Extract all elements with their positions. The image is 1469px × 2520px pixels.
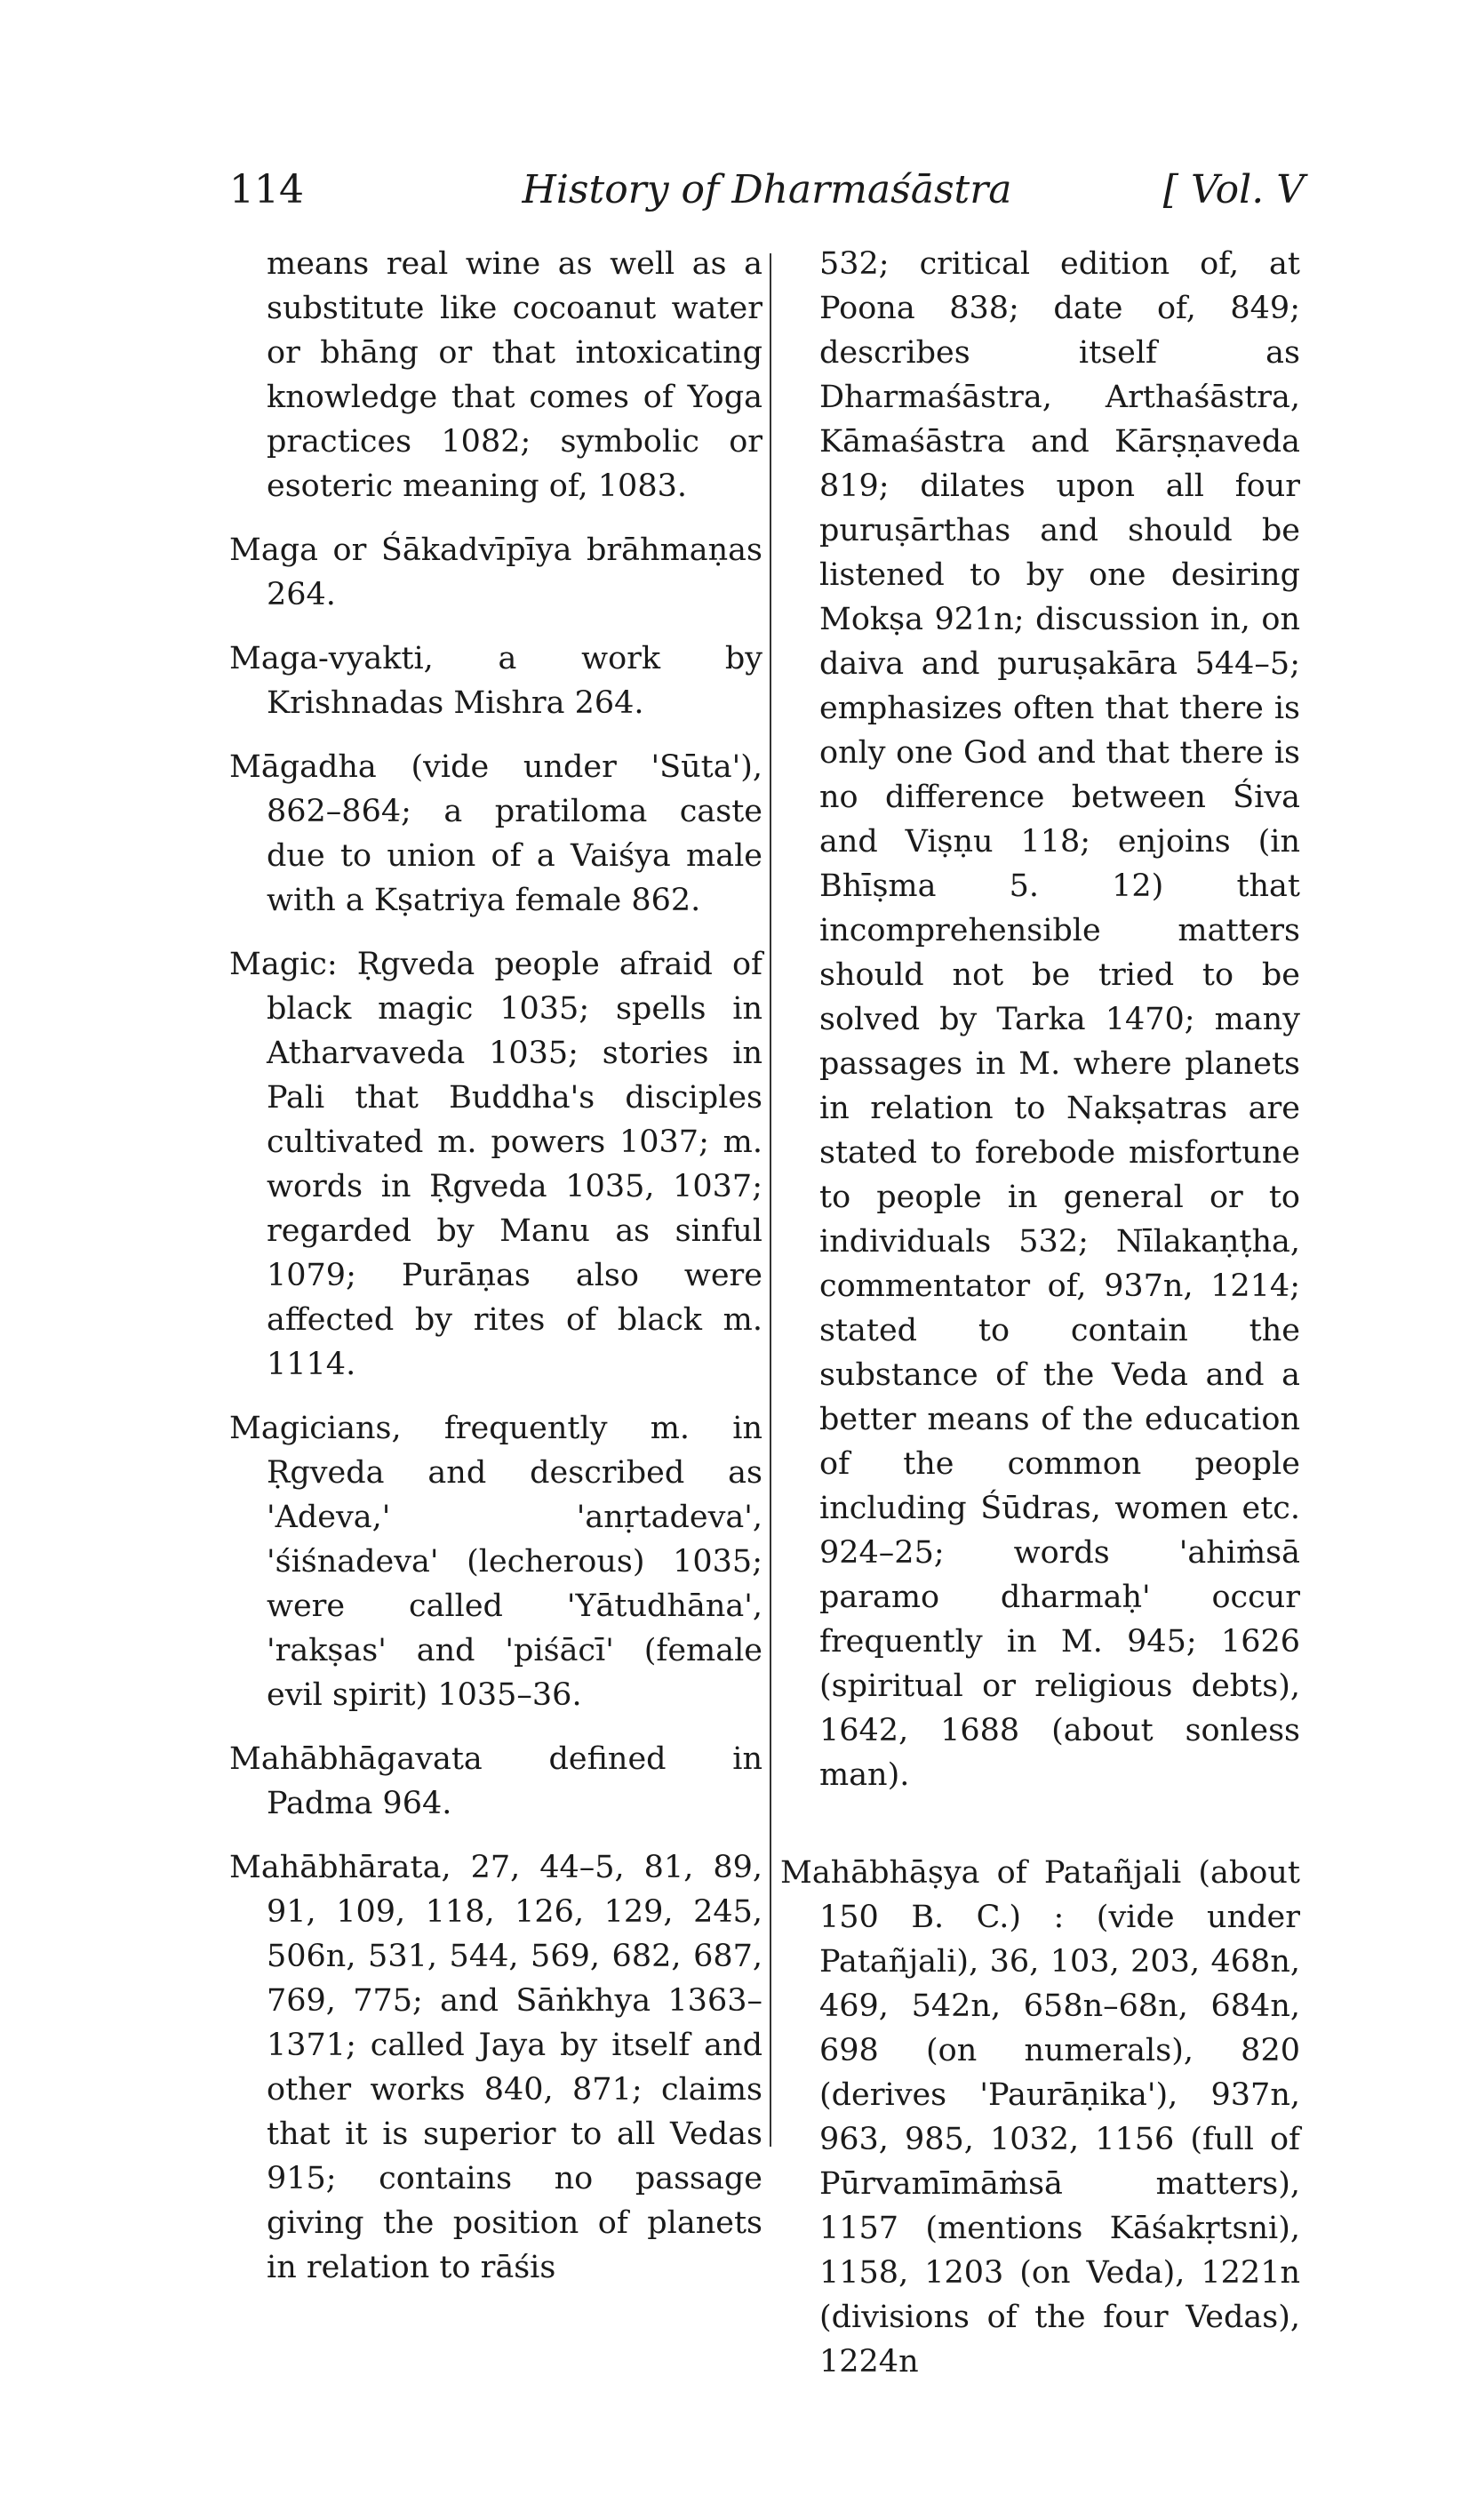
right-column xyxy=(780,242,1300,2404)
index-entry: Mahābhāṣya of Patañjali (about 150 B. C.) : (vide under Patañjali), 36, 103, 203, 468n, 469, 542n, 658n–68n, 684n, 698 (on numerals), 820 (derives 'Paurāṇika'), 937n, 963, 985, 1032, 1156 (full of Pūrvamīmāṁsā matters), 1157 (mentions Kāśakṛtsni), 1158, 1203 (on Veda), 1221n (divisions of the four Vedas), 1224n xyxy=(780,1855,1300,2380)
index-entry: Mahābhārata, 27, 44–5, 81, 89, 91, 109, 118, 126, 129, 245, 506n, 531, 544, 569, 682, 687, 769, 775; and Sāṅkhya 1363–1371; called Jaya by itself and other works 840, 871; claims that it is superior to all Vedas 915; contains no passage giving the position of planets in relation to rāśis xyxy=(229,1850,762,2285)
running-title: History of Dharmaśāstra xyxy=(522,167,1012,212)
page-header xyxy=(229,167,1305,220)
index-entry: Maga or Śākadvīpīya brāhmaṇas 264. xyxy=(229,532,762,612)
index-entry: Mahābhāgavata defined in Padma 964. xyxy=(229,1741,762,1821)
volume-label: [ Vol. V xyxy=(1162,167,1305,212)
page-number: 114 xyxy=(229,167,304,212)
column-divider xyxy=(770,253,771,2147)
index-entry: means real wine as well as a substitute like cocoanut water or bhāng or that intoxicating knowledge that comes of Yoga practices 1082; symbolic or esoteric meaning of, 1083. xyxy=(267,246,762,504)
index-entry: 532; critical edition of, at Poona 838; date of, 849; describes itself as Dharmaśāstra, Arthaśāstra, Kāmaśāstra and Kārṣṇaveda 819; dilates upon all four puruṣārthas and should be listened to by one desiring Mokṣa 921n; discussion in, on daiva and puruṣakāra 544–5; emphasizes often that there is only one God and that there is no difference between Śiva and Viṣṇu 118; enjoins (in Bhīṣma 5. 12) that incomprehensible matters should not be tried to be solved by Tarka 1470; many passages in M. where planets in relation to Nakṣatras are stated to forebode misfortune to people in general or to individuals 532; Nīlakaṇṭha, commentator of, 937n, 1214; stated to contain the substance of the Veda and a better means of the education of the common people including Śūdras, women etc. 924–25; words 'ahiṁsā paramo dharmaḥ' occur frequently in M. 945; 1626 (spiritual or religious debts), 1642, 1688 (about sonless man). xyxy=(819,246,1300,1793)
index-entry: Magic: Ṛgveda people afraid of black magic 1035; spells in Atharvaveda 1035; stories in Pali that Buddha's disciples cultivated m. powers 1037; m. words in Ṛgveda 1035, 1037; regarded by Manu as sinful 1079; Purāṇas also were affected by rites of black m. 1114. xyxy=(229,947,762,1382)
index-entry: Maga-vyakti, a work by Krishnadas Mishra 264. xyxy=(229,641,762,721)
left-column xyxy=(229,242,762,2309)
index-entry: Magicians, frequently m. in Ṛgveda and described as 'Adeva,' 'anṛtadeva', 'śiśnadeva' (lecherous) 1035; were called 'Yātudhāna', 'rakṣas' and 'piśācī' (female evil spirit) 1035–36. xyxy=(229,1411,762,1713)
index-entry: Māgadha (vide under 'Sūta'), 862–864; a pratiloma caste due to union of a Vaiśya male with a Kṣatriya female 862. xyxy=(229,749,762,918)
